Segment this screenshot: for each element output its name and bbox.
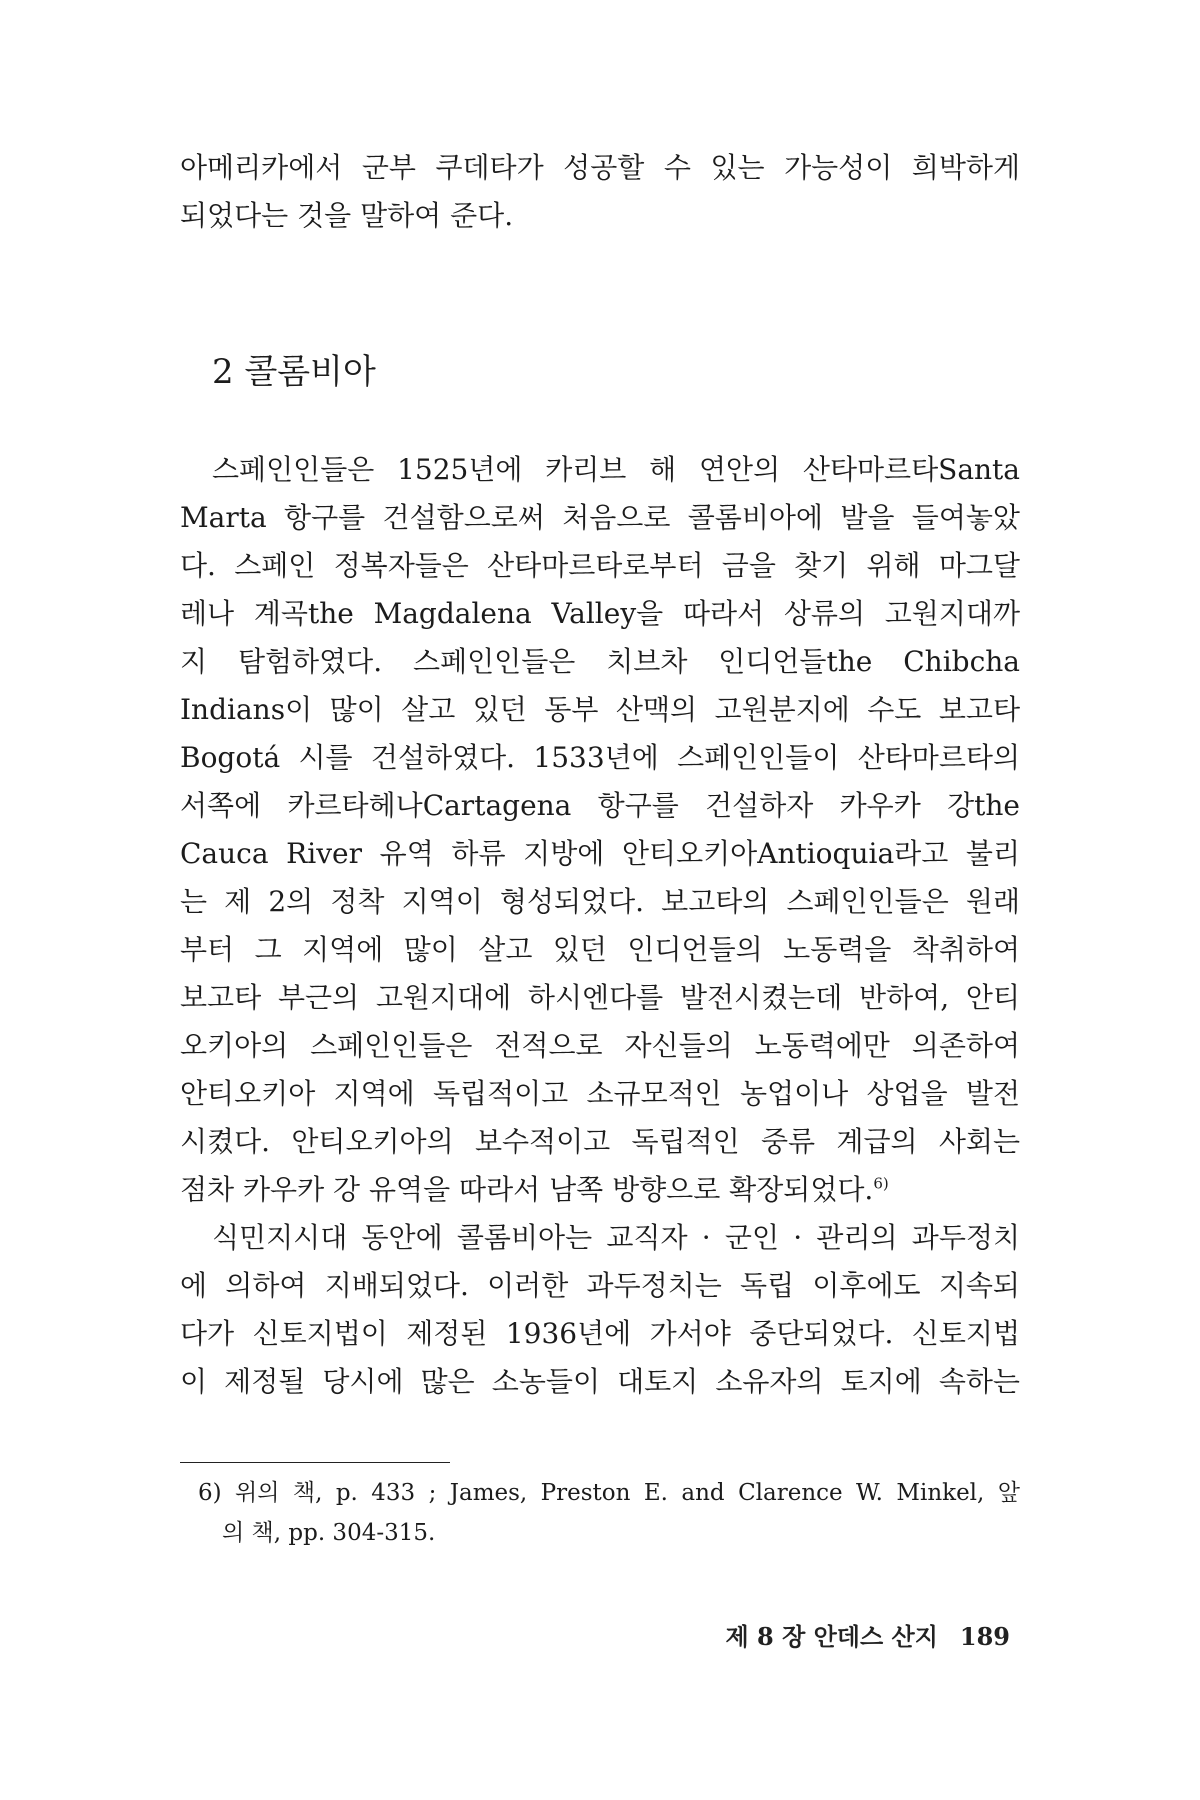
paragraph-1-line-15: 시켰다. 안티오키아의 보수적이고 독립적인 중류 계급의 사회는: [180, 1125, 1020, 1158]
paragraph-1-line-9: Cauca River 유역 하류 지방에 안티오키아Antioquia라고 불리: [180, 837, 1020, 870]
paragraph-1-line-6: Indians이 많이 살고 있던 동부 산맥의 고원분지에 수도 보고타: [180, 693, 1020, 726]
paragraph-2-line-2: 에 의하여 지배되었다. 이러한 과두정치는 독립 이후에도 지속되: [180, 1269, 1020, 1302]
footnote-line-2: 의 책, pp. 304-315.: [222, 1520, 436, 1546]
paragraph-1-line-2: Marta 항구를 건설함으로써 처음으로 콜롬비아에 발을 들여놓았: [180, 501, 1020, 534]
intro-line-2: 되었다는 것을 말하여 준다.: [180, 199, 514, 232]
paragraph-1-last-text: 점차 카우카 강 유역을 따라서 남쪽 방향으로 확장되었다.: [180, 1173, 874, 1206]
paragraph-1-line-3: 다. 스페인 정복자들은 산타마르타로부터 금을 찾기 위해 마그달: [180, 549, 1020, 582]
paragraph-1-line-8: 서쪽에 카르타헤나Cartagena 항구를 건설하자 카우카 강the: [180, 789, 1020, 822]
paragraph-2-line-3: 다가 신토지법이 제정된 1936년에 가서야 중단되었다. 신토지법: [180, 1317, 1020, 1350]
paragraph-1-line-7: Bogotá 시를 건설하였다. 1533년에 스페인인들이 산타마르타의: [180, 741, 1020, 774]
paragraph-1-line-10: 는 제 2의 정착 지역이 형성되었다. 보고타의 스페인인들은 원래: [180, 885, 1020, 918]
paragraph-2-line-4: 이 제정될 당시에 많은 소농들이 대토지 소유자의 토지에 속하는: [180, 1365, 1020, 1398]
footnote-divider: [180, 1462, 450, 1463]
paragraph-1-line-4: 레나 계곡the Magdalena Valley을 따라서 상류의 고원지대까: [180, 597, 1020, 630]
footnote-reference: 6): [873, 1174, 889, 1193]
intro-line-1: 아메리카에서 군부 쿠데타가 성공할 수 있는 가능성이 희박하게: [180, 151, 1020, 184]
paragraph-1-line-11: 부터 그 지역에 많이 살고 있던 인디언들의 노동력을 착취하여: [180, 933, 1020, 966]
paragraph-1-line-13: 오키아의 스페인인들은 전적으로 자신들의 노동력에만 의존하여: [180, 1029, 1020, 1062]
chapter-title: 제 8 장 안데스 산지: [725, 1622, 938, 1651]
footnote-line-1: 6) 위의 책, p. 433 ; James, Preston E. and Clarence W. Minkel, 앞: [198, 1480, 1020, 1506]
paragraph-1-line-14: 안티오키아 지역에 독립적이고 소규모적인 농업이나 상업을 발전: [180, 1077, 1020, 1110]
page-footer: [725, 1622, 1010, 1652]
paragraph-1-line-12: 보고타 부근의 고원지대에 하시엔다를 발전시켰는데 반하여, 안티: [180, 981, 1020, 1014]
page-number: 189: [959, 1622, 1010, 1651]
paragraph-1-line-1: 스페인인들은 1525년에 카리브 해 연안의 산타마르타Santa: [212, 453, 1020, 486]
paragraph-1-line-5: 지 탐험하였다. 스페인인들은 치브차 인디언들the Chibcha: [180, 645, 1020, 678]
section-heading: 2 콜롬비아: [212, 352, 376, 392]
paragraph-1-line-16: [180, 1172, 1020, 1208]
paragraph-2-line-1: 식민지시대 동안에 콜롬비아는 교직자 · 군인 · 관리의 과두정치: [212, 1221, 1020, 1254]
